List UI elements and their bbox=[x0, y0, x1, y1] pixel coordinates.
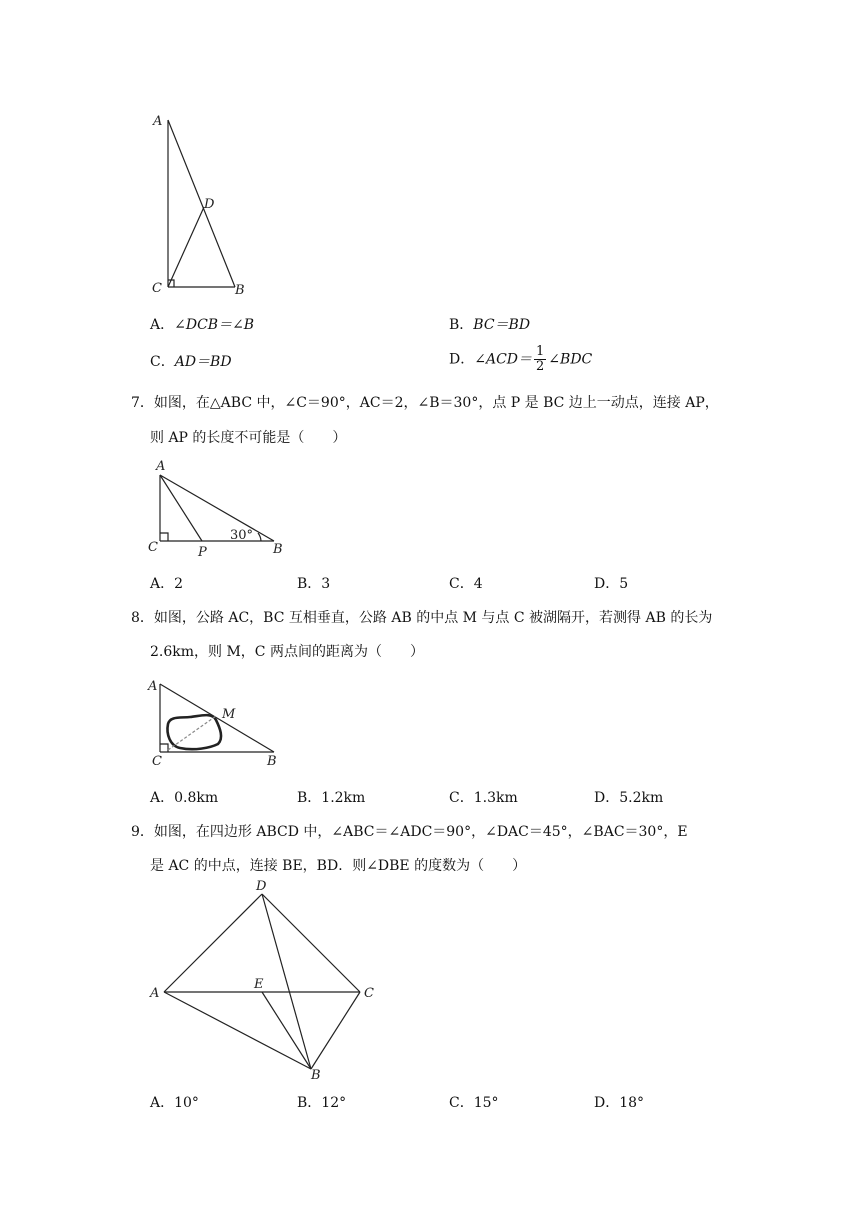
q6-option-d bbox=[449, 345, 592, 374]
figure-q6-triangle bbox=[140, 105, 270, 300]
q9-option-d: D．18° bbox=[594, 1095, 645, 1111]
label-b: B bbox=[273, 542, 283, 557]
q6-option-b bbox=[449, 315, 530, 335]
label-p: P bbox=[198, 545, 207, 560]
label-a: A bbox=[156, 459, 166, 474]
q7-option-b: B．3 bbox=[297, 576, 331, 592]
q7-option-d: D．5 bbox=[594, 576, 629, 592]
segment-eb bbox=[262, 992, 311, 1069]
q6-option-d-prefix: D． bbox=[449, 351, 475, 368]
q6-option-d-pre: ∠ACD＝ bbox=[474, 351, 533, 368]
segment-ab bbox=[160, 475, 274, 541]
q9-option-b: B．12° bbox=[297, 1095, 347, 1111]
segment-cd bbox=[168, 207, 204, 287]
q6-option-b-text: BC＝BD bbox=[473, 317, 531, 333]
fraction-one-half bbox=[534, 345, 546, 374]
label-c: C bbox=[152, 281, 162, 296]
q6-option-c bbox=[150, 352, 232, 372]
angle-arc bbox=[258, 533, 261, 541]
q8-option-c: C．1.3km bbox=[449, 790, 518, 806]
q7-stem-line1: 7．如图，在△ABC 中，∠C＝90°，AC＝2，∠B＝30°，点 P 是 BC 边上一动点，连接 AP， bbox=[131, 395, 719, 411]
label-b: B bbox=[235, 283, 245, 298]
q8-option-b: B．1.2km bbox=[297, 790, 366, 806]
label-d: D bbox=[204, 197, 215, 212]
label-a: A bbox=[148, 679, 158, 694]
segment-ab bbox=[164, 992, 311, 1069]
label-a: A bbox=[150, 986, 160, 1001]
segment-ap bbox=[160, 475, 202, 541]
q6-option-a-prefix: A． bbox=[150, 317, 175, 333]
q7-stem-line2: 则 AP 的长度不可能是（ ） bbox=[150, 430, 347, 446]
segment-cb bbox=[311, 992, 360, 1069]
q8-stem-line2: 2.6km，则 M，C 两点间的距离为（ ） bbox=[150, 644, 424, 660]
label-a: A bbox=[153, 114, 163, 129]
fraction-denominator: 2 bbox=[536, 359, 545, 374]
segment-ab bbox=[168, 120, 235, 287]
fraction-numerator: 1 bbox=[536, 344, 545, 359]
q6-option-c-prefix: C． bbox=[150, 354, 175, 370]
segment-dc bbox=[262, 894, 360, 992]
q8-stem-line1: 8．如图，公路 AC，BC 互相垂直，公路 AB 的中点 M 与点 C 被湖隔开，若测得 AB 的长为 bbox=[131, 610, 713, 626]
q6-option-a bbox=[150, 315, 254, 335]
q8-option-d: D．5.2km bbox=[594, 790, 664, 806]
label-angle-30: 30° bbox=[230, 528, 254, 543]
q6-option-a-text: ∠DCB＝∠B bbox=[174, 317, 255, 333]
q9-stem-line1: 9．如图，在四边形 ABCD 中，∠ABC＝∠ADC＝90°，∠DAC＝45°，∠BAC＝30°，E bbox=[131, 824, 688, 840]
q9-stem-line2: 是 AC 的中点，连接 BE，BD．则∠DBE 的度数为（ ） bbox=[150, 858, 527, 874]
q8-option-a: A．0.8km bbox=[150, 790, 219, 806]
label-m: M bbox=[222, 707, 236, 722]
figure-q8-lake bbox=[140, 672, 290, 772]
q6-option-d-post: ∠BDC bbox=[548, 351, 593, 368]
label-b: B bbox=[267, 754, 277, 769]
segment-db bbox=[262, 894, 311, 1069]
segment-ad bbox=[164, 894, 262, 992]
q9-option-c: C．15° bbox=[449, 1095, 499, 1111]
right-angle-mark bbox=[160, 744, 168, 752]
figure-q7-triangle bbox=[140, 455, 300, 560]
q7-option-a: A．2 bbox=[150, 576, 184, 592]
lake-shape bbox=[168, 715, 222, 749]
q7-option-c: C．4 bbox=[449, 576, 483, 592]
label-e: E bbox=[254, 977, 264, 992]
label-c: C bbox=[148, 540, 158, 555]
q6-option-c-text: AD＝BD bbox=[174, 354, 232, 370]
q6-option-b-prefix: B． bbox=[449, 317, 474, 333]
right-angle-mark bbox=[160, 533, 168, 541]
label-c: C bbox=[152, 754, 162, 769]
label-b: B bbox=[311, 1068, 321, 1083]
figure-q9-quadrilateral bbox=[140, 875, 390, 1085]
label-c: C bbox=[364, 986, 374, 1001]
label-d: D bbox=[256, 879, 267, 894]
q9-option-a: A．10° bbox=[150, 1095, 199, 1111]
